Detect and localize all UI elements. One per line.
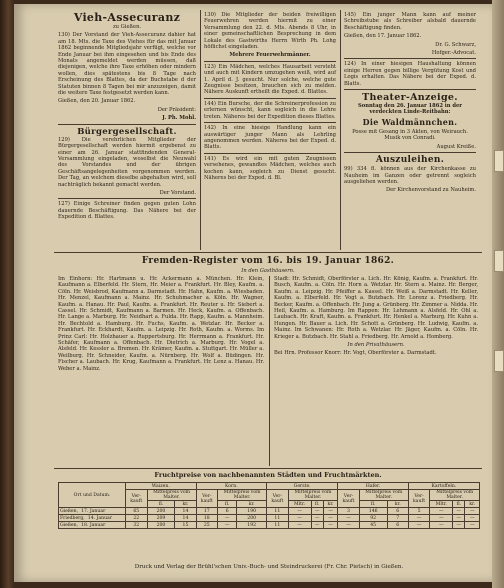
table-cell: — bbox=[288, 522, 311, 529]
play-description: Posse mit Gesang in 3 Akten, von Weirauch. Musik von Conradi. bbox=[352, 128, 468, 142]
register-right bbox=[274, 276, 478, 464]
notice-text: 124) In einer hiesigen Haushaltung können einige Herren gegen billige Vergütung Kost und Logis erhalten. Das Nähere bei der Exped. d. Blatts. bbox=[344, 58, 476, 87]
column-rule bbox=[200, 10, 201, 250]
table-cell: — bbox=[323, 508, 337, 515]
table-row bbox=[59, 522, 480, 529]
register-section: In den Privathäusern. bbox=[347, 342, 405, 349]
notice-text: 142) In eine hiesige Handlung kann ein auswärtiger junger Mann als Lehrling angenommen werden. Näheres bei der Exped. d. Blatts. bbox=[204, 122, 336, 151]
table-header: kr. bbox=[465, 501, 480, 508]
signature-name: J. Ph. Mohl. bbox=[162, 115, 196, 122]
register-text: Stadt: Hr. Schmidt, Oberförster a. Lich. Hr. König, Kaufm. a. Frankfurt. Hr. Busch, Kaufm. a. Cöln. Hr. Horn a. Wetzlar. Hr. Stern a. Mainz. Hr. Berger, Kaufm. a. Leipzig. Hr. Pfeiffer a. Kassel. Hr. Weiß a. Darmstadt. Hr. Keller, Kaufm. a. Elberfeld. Hr. Vogt a. Butzbach. Hr. Lorenz a. Friedberg. Hr. Becker, Kaufm. a. Offenbach. Hr. Jung a. Grünberg. Hr. Zimmer a. Nidda. Hr. Heil, Kaufm. a. Hamburg. Im Rappen: Hr. Lehmann a. Alsfeld. Hr. Ohl a. Laubach. Hr. Kraft, Kaufm. a. Frankfurt. Hr. Henkel a. Marburg. Hr. Kuhn a. Hungen. Hr. Bauer a. Lich. Hr. Schott a. Grünberg. Hr. Ludwig, Kaufm. a. Mainz. Im Schwanen: Hr. Roth a. Wetzlar. Hr. Jäger, Kaufm. a. Cöln. Hr. Krieger a. Butzbach. Hr. Stahl a. Friedberg. Hr. Arnold a. Homberg. bbox=[274, 276, 478, 340]
table-header: Kartoffeln. bbox=[408, 483, 479, 490]
table-cell: — bbox=[453, 515, 465, 522]
table-cell: — bbox=[218, 522, 237, 529]
newspaper-page bbox=[14, 4, 492, 582]
table-header: Mittelpreis vom Malter. bbox=[147, 490, 196, 501]
table-cell: 200 bbox=[147, 522, 175, 529]
play-title: Die Waldmännchen. bbox=[362, 116, 458, 127]
table-header: Mittelpreis vom Malter. bbox=[288, 490, 338, 501]
signature-name: Dr. G. Schwarz, bbox=[435, 41, 476, 48]
table-header: Ver-kauft bbox=[196, 490, 218, 508]
heading-fremden-register: Fremden-Register vom 16. bis 19. Januar 1862. bbox=[141, 256, 395, 266]
section-rule bbox=[54, 468, 482, 469]
table-header: fl. bbox=[453, 501, 465, 508]
table-header: fl. bbox=[311, 501, 323, 508]
signature-title: Hofger.-Advocat. bbox=[431, 50, 476, 57]
table-cell: 45 bbox=[359, 522, 387, 529]
table-header: Mittelpreis vom Malter. bbox=[218, 490, 267, 501]
signature: Der Kirchenvorstand zu Nauheim. bbox=[385, 187, 476, 194]
table-header: kr. bbox=[237, 501, 267, 508]
table-cell: 11 bbox=[267, 522, 289, 529]
heading-auszuleihen: Auszuleihen. bbox=[344, 152, 476, 166]
table-cell: 32 bbox=[126, 522, 148, 529]
heading-buergergesellschaft: Bürgergesellschaft. bbox=[58, 124, 196, 137]
table-header: Gerste. bbox=[267, 483, 338, 490]
table-cell: 25 bbox=[196, 522, 218, 529]
signature: Der Vorstand. bbox=[159, 189, 196, 196]
notice-text: 129) Die verehrlichen Mitglieder der Bürgergesellschaft werden hiermit ergebenst zu einer am 26. Januar stattfindenden General-Versammlung eingeladen, woselbst die Neuwahl des Vorstandes und der übrigen Geschäftsangelegenheiten vorgenommen werden. Der Tag, an welchem dieselbe abgehalten wird, soll nachträglich bekannt gemacht werden. bbox=[58, 136, 196, 188]
table-header: Waizen. bbox=[126, 483, 197, 490]
table-cell: — bbox=[465, 508, 480, 515]
table-cell: 14 bbox=[175, 508, 196, 515]
notice-text: 144) Ein Bursche, der die Schreinerprofession zu erlernen wünscht, kann sogleich in die Lehre treten. Näheres bei der Expedition dieses Blattes. bbox=[204, 98, 336, 120]
notice-text: 141) Es wird ein mit guten Zeugnissen versehenes, gewandtes Mädchen, welches auch kochen kann, sogleich zu Dienst gesucht. Näheres bei der Exped. d. Bl. bbox=[204, 153, 336, 182]
place-name: Friedberg, bbox=[60, 515, 85, 521]
notice-text: 127) Einige Schreiner finden gegen guten Lohn dauernde Beschäftigung. Das Nähere bei der Expedition d. Blattes. bbox=[58, 198, 196, 220]
table-cell: 7 bbox=[387, 515, 408, 522]
table-header: fl. bbox=[218, 501, 237, 508]
table-cell: 190 bbox=[237, 508, 267, 515]
row-place bbox=[59, 522, 126, 529]
table-cell: 209 bbox=[147, 515, 175, 522]
heading-fruchtpreise: Fruchtpreise von nachbenannten Städten und Fruchtmärkten. bbox=[154, 471, 382, 479]
signature: Mehrere Feuerwehrmänner. bbox=[229, 52, 311, 59]
table-cell: 14 bbox=[175, 515, 196, 522]
table-header: Hafer. bbox=[338, 483, 409, 490]
table-cell: 11 bbox=[267, 515, 289, 522]
market-date: 14. Januar bbox=[87, 515, 112, 521]
notice-text: 123) Ein Mädchen, welches Hausarbeit versteht und auch mit Kindern umzugehen weiß, wird auf 1. April d. J. gesucht. Nur solche, welche gute Zeugnisse besitzen, brauchen sich zu melden. Nähere Auskunft ertheilt die Exped. d. Blattes. bbox=[204, 61, 336, 96]
table-row bbox=[59, 515, 480, 522]
table-cell: — bbox=[323, 522, 337, 529]
notice-date: Gießen, den 20. Januar 1862. bbox=[58, 98, 136, 105]
table-cell: 6 bbox=[218, 508, 237, 515]
table-header: Mittelpreis vom Malter. bbox=[430, 490, 480, 501]
table-header: fl. bbox=[359, 501, 387, 508]
table-header: Ver-kauft bbox=[267, 490, 289, 508]
table-cell: 6 bbox=[387, 522, 408, 529]
column-2 bbox=[204, 12, 336, 183]
table-header: Ver-kauft bbox=[126, 490, 148, 508]
notice-date: Gießen, den 17. Januar 1862. bbox=[344, 33, 422, 40]
table-cell: — bbox=[430, 515, 453, 522]
subheading: zu Gießen. bbox=[112, 24, 142, 30]
table-row bbox=[59, 508, 480, 515]
table-cell: — bbox=[218, 515, 237, 522]
page-tab bbox=[494, 250, 504, 272]
table-header: kr. bbox=[175, 501, 196, 508]
market-price-table bbox=[58, 482, 480, 529]
table-cell: — bbox=[323, 515, 337, 522]
page-tab bbox=[494, 150, 504, 172]
table-cell: 146 bbox=[359, 508, 387, 515]
theater-date: Sonntag den 26. Januar 1862 in der verdeckten Linde-Reitbahn: bbox=[358, 103, 462, 116]
table-cell: 15 bbox=[175, 522, 196, 529]
table-cell: 3 bbox=[338, 508, 360, 515]
table-cell: — bbox=[288, 515, 311, 522]
table-header: Mltr. bbox=[430, 501, 453, 508]
table-header: Korn. bbox=[196, 483, 267, 490]
table-cell: — bbox=[311, 508, 323, 515]
notice-text: 130) Die Mitglieder der beiden freiwilligen Feuerwehren werden hiermit zu einer Versammlung den 22. d. Mts. Abends 8 Uhr, in einer gemeinschaftlichen Besprechung in dem Lokale des Gastwirths Herrn Wirth Ph. Lohg höflichst eingeladen. bbox=[204, 12, 336, 51]
table-cell: 17 bbox=[196, 508, 218, 515]
register-text: Im Einhorn: Hr. Hartmann u. Hr. Ackermann a. München. Hr. Klein, Kaufmann a. Elberfeld. Hr. Stern, Hr. Meier a. Frankfurt. Hr. Bley, Kaufm. a. Cöln. Hr. Weisbrod, Kaufmann a. Darmstadt. Hr. Hahn, Kaufm. a. Wiesbaden. Hr. Menzel, Kaufmann a. Mainz. Hr. Schuhmacher a. Köln. Hr. Wagner, Kaufm. a. Hanau. Hr. Paul, Kaufm. a. Frankfurt. Hr. Reuter u. Hr. Siebert a. Cassel. Hr. Schmidt, Kaufmann a. Barmen. Hr. Heck, Kaufm. a. Offenbach. Hr. Lange a. Marburg. Hr. Neidhart a. Fulda. Hr. Rapp, Kaufm. a. Mannheim. Hr. Bechtold a. Hamburg. Hr. Fuchs, Kaufm. a. Wetzlar. Hr. Becker a. Frankfurt. Hr. Eckhardt, Kaufm. a. Leipzig. Hr. Roth, Kaufm. a. Worms. Im Prinz Carl: Hr. Holzhauer a. Ruppertsburg. Hr. Herrmann a. Frankfurt. Hr. Schäfer, Kaufmann a. Offenbach. Hr. Dietrich a. Marburg. Hr. Vogel a. Alsfeld. Hr. Kessler a. Bremen. Hr. Krämer, Kaufm. a. Stuttgart. Hr. Müller a. Weilburg. Hr. Schneider, Kaufm. a. Nürnberg. Hr. Wolf a. Büdingen. Hr. Fischer a. Laubach. Hr. Krug, Kaufmann a. Frankfurt. Hr. Lenz a. Hanau. Hr. Weber a. Mainz. bbox=[58, 276, 264, 372]
page-edge bbox=[492, 0, 504, 588]
table-header: Mltr. bbox=[288, 501, 311, 508]
table-cell: — bbox=[453, 522, 465, 529]
table-header: kr. bbox=[323, 501, 337, 508]
table-header: fl. bbox=[147, 501, 175, 508]
book-spine bbox=[0, 0, 14, 588]
page-tab bbox=[494, 350, 504, 372]
market-date: 18. Januar bbox=[81, 522, 106, 528]
register-section: In den Gasthäusern. bbox=[241, 268, 295, 274]
register-text: Bei Hrn. Professor Knorr: Hr. Vogt, Oberförster a. Darmstadt. bbox=[274, 350, 437, 357]
market-date: 17. Januar bbox=[81, 508, 106, 514]
table-header: Mittelpreis vom Malter. bbox=[359, 490, 408, 501]
notice-text: 99) 334 fl. können aus der Kirchenkasse zu Nauheim im Ganzen oder getrennt sogleich ausgeliehen werden. bbox=[344, 166, 476, 185]
notice-text: 130) Der Vorstand der Vieh-Assecuranz dahier hat am 18. Mts. die Taxe des Viehes für das mit Januar 1862 beginnende Mitgliedsjahr verfügt, welche vor Ende Januar bei ihm eingesehen und bis Ende des Monats angemeldet werden müssen, daß diejenigen, welche ihre Taxe erhöhen oder mindern wollen, dies spätestens bis 8 Tage nach Erscheinung des Blattes, da der Buchstabe d der Statuten binnen 8 Tagen bei mir anzuzeigen, damit die weitere Taxe festgesetzt werden kann. bbox=[58, 32, 196, 97]
table-header: Ort und Datum. bbox=[59, 483, 126, 508]
section-rule bbox=[54, 252, 482, 253]
column-1 bbox=[58, 12, 196, 223]
register-left bbox=[58, 276, 264, 464]
table-cell: 65 bbox=[126, 508, 148, 515]
table-cell: — bbox=[430, 508, 453, 515]
table-cell: — bbox=[311, 522, 323, 529]
table-cell: 22 bbox=[126, 515, 148, 522]
row-place bbox=[59, 508, 126, 515]
table-cell: — bbox=[465, 522, 480, 529]
table-cell: — bbox=[453, 508, 465, 515]
printer-imprint: Druck und Verlag der Brühl'schen Univ.-Buch- und Steindruckerei (Fr. Chr. Pietsch) in Gießen. bbox=[134, 564, 404, 570]
notice-text: 145) Ein junger Mann kann auf meiner Schreibstube als Schreiber alsbald dauernde Beschäftigung finden. bbox=[344, 12, 476, 31]
table-cell: 18 bbox=[196, 515, 218, 522]
row-place bbox=[59, 515, 126, 522]
signature: August Kreiße. bbox=[436, 143, 476, 150]
table-cell: — bbox=[288, 508, 311, 515]
heading-theater: Theater-Anzeige. bbox=[344, 89, 476, 103]
table-header: Ver-kauft bbox=[408, 490, 430, 508]
column-3 bbox=[344, 12, 476, 196]
table-cell: — bbox=[430, 522, 453, 529]
table-cell: 6 bbox=[387, 508, 408, 515]
table-header: Ver-kauft bbox=[338, 490, 360, 508]
table-cell: 11 bbox=[267, 508, 289, 515]
column-rule bbox=[269, 276, 270, 466]
place-name: Gießen, bbox=[60, 508, 79, 514]
table-cell: — bbox=[408, 522, 430, 529]
signature-title: Der Präsident: bbox=[157, 106, 196, 113]
column-rule bbox=[340, 10, 341, 250]
table-cell: 92 bbox=[359, 515, 387, 522]
heading-vieh-assecuranz: Vieh-Assecuranz bbox=[73, 11, 181, 24]
table-cell: — bbox=[408, 515, 430, 522]
table-cell: — bbox=[338, 515, 360, 522]
table-cell: — bbox=[311, 515, 323, 522]
table-cell: 200 bbox=[237, 515, 267, 522]
table-cell: 192 bbox=[237, 522, 267, 529]
table-cell: 200 bbox=[147, 508, 175, 515]
table-cell: — bbox=[338, 522, 360, 529]
place-name: Gießen, bbox=[60, 522, 79, 528]
table-cell: — bbox=[465, 515, 480, 522]
table-cell: 5 bbox=[408, 508, 430, 515]
table-header: kr. bbox=[387, 501, 408, 508]
